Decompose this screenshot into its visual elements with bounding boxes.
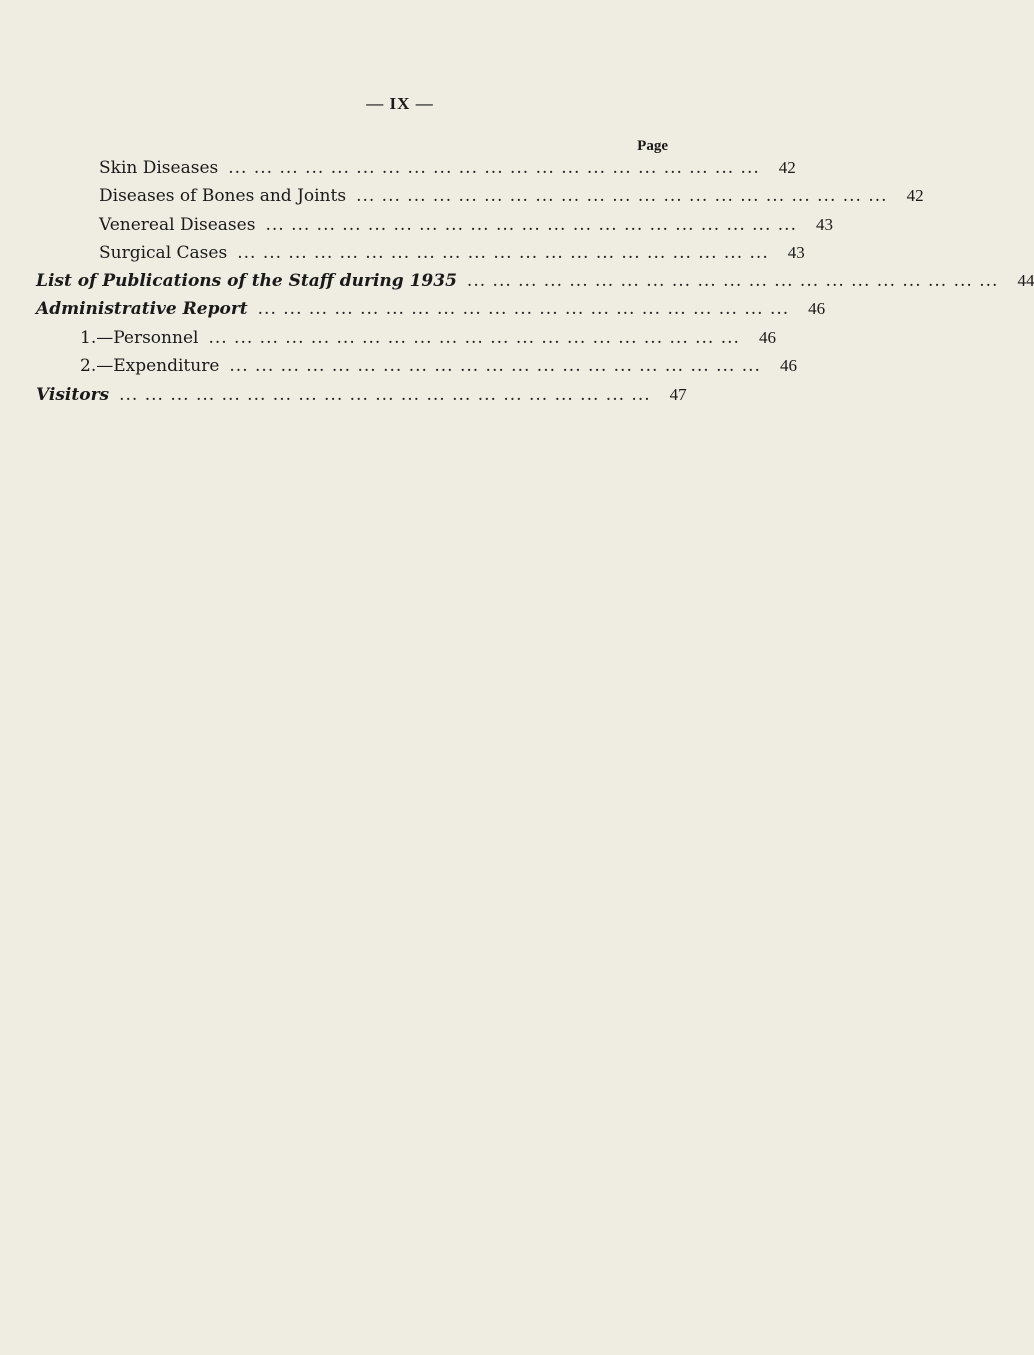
toc-entry-personnel [80, 326, 776, 350]
dot-leader: ... ... ... ... ... ... ... ... ... ... ... ... ... ... ... ... ... ... ... ... ... [466, 271, 999, 291]
page-header: — IX — [366, 94, 434, 113]
toc-entry-publications [36, 269, 1034, 293]
dot-leader: ... ... ... ... ... ... ... ... ... ... ... ... ... ... ... ... ... ... ... ... ... [257, 299, 790, 319]
dot-leader: ... ... ... ... ... ... ... ... ... ... ... ... ... ... ... ... ... ... ... ... ... [119, 385, 651, 405]
toc-entry-label: Visitors [36, 385, 110, 405]
dot-leader: ... ... ... ... ... ... ... ... ... ... ... ... ... ... ... ... ... ... ... ... ... [228, 158, 760, 178]
toc-entry-page: 46 [779, 356, 797, 375]
dot-leader: ... ... ... ... ... ... ... ... ... ... ... ... ... ... ... ... ... ... ... ... ... [208, 328, 740, 348]
toc-entry-page: 42 [778, 158, 796, 177]
toc-entry-label: Diseases of Bones and Joints [99, 186, 347, 206]
page-column-label: Page [637, 138, 668, 154]
toc-entry-administrative-report [36, 297, 826, 321]
toc-entry-label: 2.—Expenditure [80, 356, 220, 376]
toc-entry-visitors [36, 383, 687, 407]
toc-entry-venereal-diseases [99, 213, 833, 237]
toc-entry-page: 47 [669, 385, 687, 404]
toc-entry-skin-diseases [99, 156, 796, 180]
toc-entry-expenditure [80, 354, 797, 378]
toc-entry-label: Skin Diseases [99, 158, 219, 178]
toc-entry-label: Venereal Diseases [99, 215, 256, 235]
toc-entry-bones-joints [99, 184, 924, 208]
dot-leader: ... ... ... ... ... ... ... ... ... ... ... ... ... ... ... ... ... ... ... ... ... [356, 186, 888, 206]
toc-entry-label: Surgical Cases [99, 243, 228, 263]
toc-entry-page: 44 [1017, 271, 1034, 290]
dot-leader: ... ... ... ... ... ... ... ... ... ... ... ... ... ... ... ... ... ... ... ... ... [265, 215, 797, 235]
toc-entry-label: List of Publications of the Staff during 1935 [36, 271, 457, 291]
toc-entry-surgical-cases [99, 241, 805, 265]
toc-entry-page: 43 [815, 215, 833, 234]
dot-leader: ... ... ... ... ... ... ... ... ... ... ... ... ... ... ... ... ... ... ... ... ... [237, 243, 769, 263]
toc-entry-label: 1.—Personnel [80, 328, 199, 348]
dot-leader: ... ... ... ... ... ... ... ... ... ... ... ... ... ... ... ... ... ... ... ... ... [229, 356, 761, 376]
toc-entry-page: 46 [808, 299, 826, 318]
toc-entry-page: 43 [787, 243, 805, 262]
toc-entry-page: 46 [758, 328, 776, 347]
toc-entry-page: 42 [906, 186, 924, 205]
toc-entry-label: Administrative Report [36, 299, 248, 319]
